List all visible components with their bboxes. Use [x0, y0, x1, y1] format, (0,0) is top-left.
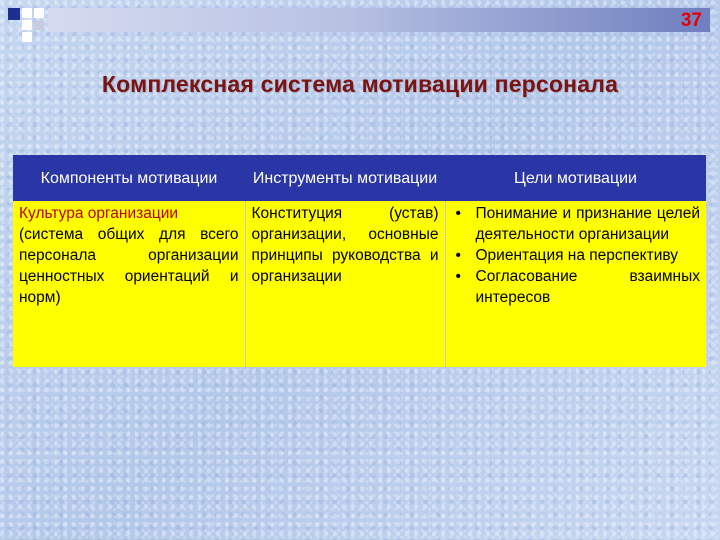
- cell-component: [13, 201, 245, 367]
- goal-item: • Понимание и признание целей деятельности организации: [452, 203, 701, 245]
- page-number: 37: [680, 10, 702, 31]
- header-bar: [48, 8, 710, 32]
- goal-item: • Согласование взаимных интересов: [452, 266, 701, 308]
- header-components: Компоненты мотивации: [13, 155, 245, 201]
- component-title: Культура организации: [19, 205, 179, 222]
- motivation-table: [13, 155, 706, 367]
- goal-item: • Ориентация на перспективу: [452, 245, 701, 266]
- cell-goals: [445, 201, 706, 367]
- slide-title: Комплексная система мотивации персонала: [101, 71, 619, 97]
- header-instruments: Инструменты мотивации: [245, 155, 445, 201]
- table-header-row: [13, 155, 706, 201]
- cell-instruments: [245, 201, 445, 367]
- component-description: (система общих для всего персонала организации ценностных ориентаций и норм): [19, 226, 239, 306]
- header-goals: Цели мотивации: [445, 155, 706, 201]
- goals-list: [452, 203, 701, 308]
- table-row: [13, 201, 706, 367]
- instruments-text: Конституция (устав) организации, основные принципы руководства и организации: [251, 205, 439, 285]
